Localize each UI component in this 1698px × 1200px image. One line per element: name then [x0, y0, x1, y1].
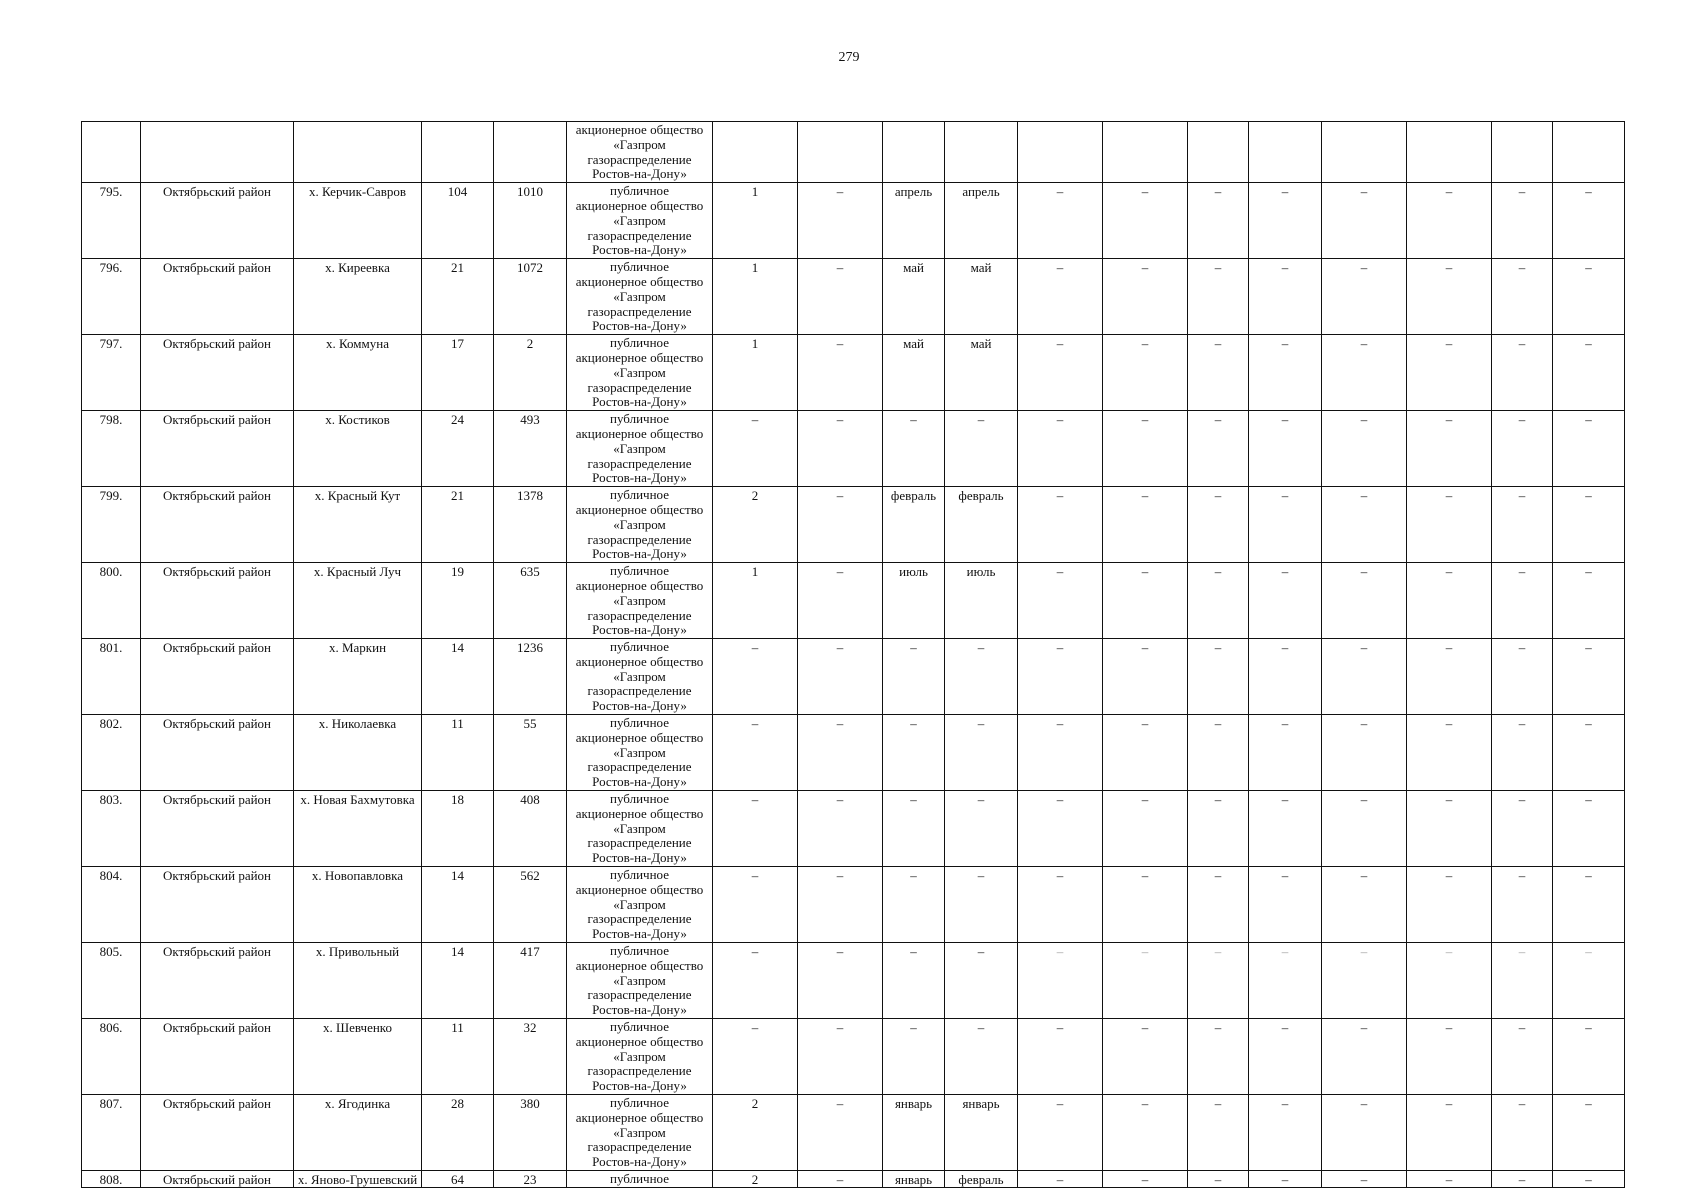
cell-count-b: 2 — [494, 335, 567, 411]
cell-month-end: – — [945, 639, 1018, 715]
cell-district: Октябрьский район — [141, 487, 294, 563]
cell-quantity: 1 — [713, 563, 798, 639]
cell-dash: – — [1322, 1170, 1407, 1187]
cell-count-b: 635 — [494, 563, 567, 639]
cell-dash: – — [1018, 1095, 1103, 1171]
table-row — [82, 791, 1625, 867]
cell-dash: – — [1188, 1095, 1249, 1171]
cell-count-a: 14 — [422, 867, 494, 943]
cell-dash: – — [1103, 1019, 1188, 1095]
cell-organization: публичное акционерное общество «Газпром газораспределение Ростов-на-Дону» — [567, 1095, 713, 1171]
cell-dash: – — [1103, 259, 1188, 335]
cell-dash: – — [1553, 867, 1625, 943]
cell-dash: – — [1407, 335, 1492, 411]
cell-month-start: – — [883, 867, 945, 943]
cell-number: 807. — [82, 1095, 141, 1171]
cell-settlement: х. Костиков — [294, 411, 422, 487]
cell-dash: – — [1249, 1019, 1322, 1095]
cell-dash: – — [1249, 867, 1322, 943]
cell-dash: – — [1407, 791, 1492, 867]
cell-dash: – — [798, 563, 883, 639]
cell-count-b: 380 — [494, 1095, 567, 1171]
cell-organization: публичное акционерное общество «Газпром газораспределение Ростов-на-Дону» — [567, 791, 713, 867]
cell-dash: – — [1322, 563, 1407, 639]
cell-district: Октябрьский район — [141, 715, 294, 791]
cell-dash: – — [1188, 715, 1249, 791]
cell-dash: – — [1553, 411, 1625, 487]
cell-district: Октябрьский район — [141, 639, 294, 715]
cell-settlement: х. Коммуна — [294, 335, 422, 411]
cell-count-b: 408 — [494, 791, 567, 867]
cell-month-end: – — [945, 1019, 1018, 1095]
cell-dash: – — [1018, 335, 1103, 411]
table-row — [82, 487, 1625, 563]
cell-month-end: февраль — [945, 1170, 1018, 1187]
cell-organization: публичное акционерное общество «Газпром газораспределение Ростов-на-Дону» — [567, 487, 713, 563]
cell-dash: – — [1188, 411, 1249, 487]
cell-dash: – — [1249, 335, 1322, 411]
cell-count-a: 11 — [422, 1019, 494, 1095]
cell-quantity: – — [713, 791, 798, 867]
cell-organization: публичное акционерное общество «Газпром газораспределение Ростов-на-Дону» — [567, 183, 713, 259]
cell-month-end: – — [945, 715, 1018, 791]
cell-settlement: х. Маркин — [294, 639, 422, 715]
cell-dash: – — [1492, 487, 1553, 563]
cell-dash: – — [1407, 867, 1492, 943]
cell-month-end: январь — [945, 1095, 1018, 1171]
table-row — [82, 715, 1625, 791]
cell-empty — [494, 122, 567, 183]
cell-settlement: х. Ягодинка — [294, 1095, 422, 1171]
cell-month-start: февраль — [883, 487, 945, 563]
cell-dash: – — [1407, 487, 1492, 563]
cell-dash: – — [1553, 563, 1625, 639]
cell-count-b: 23 — [494, 1170, 567, 1187]
cell-dash: – — [1103, 1170, 1188, 1187]
cell-settlement: х. Шевченко — [294, 1019, 422, 1095]
cell-dash: – — [1103, 411, 1188, 487]
cell-organization: публичное — [567, 1170, 713, 1187]
cell-dash: – — [1188, 183, 1249, 259]
cell-dash: – — [1322, 487, 1407, 563]
cell-organization: публичное акционерное общество «Газпром газораспределение Ростов-на-Дону» — [567, 639, 713, 715]
cell-count-b: 1072 — [494, 259, 567, 335]
cell-organization: публичное акционерное общество «Газпром газораспределение Ростов-на-Дону» — [567, 335, 713, 411]
cell-quantity: 2 — [713, 1170, 798, 1187]
cell-settlement: х. Новопавловка — [294, 867, 422, 943]
cell-dash: – — [1407, 1019, 1492, 1095]
cell-month-start: – — [883, 411, 945, 487]
cell-dash: – — [1322, 791, 1407, 867]
cell-count-a: 24 — [422, 411, 494, 487]
cell-dash: – — [1492, 791, 1553, 867]
cell-district: Октябрьский район — [141, 183, 294, 259]
cell-dash: – — [1553, 335, 1625, 411]
cell-count-a: 17 — [422, 335, 494, 411]
cell-empty — [1018, 122, 1103, 183]
cell-count-a: 21 — [422, 487, 494, 563]
cell-dash: – — [1188, 1019, 1249, 1095]
cell-dash: – — [1322, 867, 1407, 943]
cell-empty — [1188, 122, 1249, 183]
cell-dash: – — [1018, 943, 1103, 1019]
page-number: 279 — [838, 50, 860, 65]
cell-district: Октябрьский район — [141, 259, 294, 335]
cell-settlement: х. Яново-Грушевский — [294, 1170, 422, 1187]
cell-settlement: х. Красный Луч — [294, 563, 422, 639]
cell-dash: – — [1322, 715, 1407, 791]
cell-empty — [883, 122, 945, 183]
cell-organization: публичное акционерное общество «Газпром газораспределение Ростов-на-Дону» — [567, 411, 713, 487]
cell-quantity: 1 — [713, 183, 798, 259]
cell-organization: акционерное общество «Газпром газораспределение Ростов-на-Дону» — [567, 122, 713, 183]
cell-empty — [1322, 122, 1407, 183]
cell-dash: – — [1188, 335, 1249, 411]
cell-number: 803. — [82, 791, 141, 867]
cell-month-end: – — [945, 943, 1018, 1019]
cell-organization: публичное акционерное общество «Газпром газораспределение Ростов-на-Дону» — [567, 563, 713, 639]
cell-dash: – — [1492, 563, 1553, 639]
cell-number: 802. — [82, 715, 141, 791]
cell-settlement: х. Керчик-Савров — [294, 183, 422, 259]
cell-number: 797. — [82, 335, 141, 411]
cell-organization: публичное акционерное общество «Газпром газораспределение Ростов-на-Дону» — [567, 1019, 713, 1095]
cell-empty — [1249, 122, 1322, 183]
cell-dash: – — [1103, 335, 1188, 411]
cell-empty — [1407, 122, 1492, 183]
cell-count-b: 1236 — [494, 639, 567, 715]
cell-district: Октябрьский район — [141, 867, 294, 943]
cell-number: 795. — [82, 183, 141, 259]
cell-dash: – — [1492, 867, 1553, 943]
cell-dash: – — [798, 183, 883, 259]
cell-dash: – — [1322, 335, 1407, 411]
cell-number: 796. — [82, 259, 141, 335]
cell-dash: – — [798, 943, 883, 1019]
cell-dash: – — [1018, 715, 1103, 791]
table-row — [82, 1095, 1625, 1171]
table-row — [82, 259, 1625, 335]
cell-empty — [798, 122, 883, 183]
cell-quantity: – — [713, 639, 798, 715]
cell-organization: публичное акционерное общество «Газпром газораспределение Ростов-на-Дону» — [567, 867, 713, 943]
cell-dash: – — [1492, 1095, 1553, 1171]
cell-dash: – — [1103, 867, 1188, 943]
cell-dash: – — [1018, 487, 1103, 563]
cell-dash: – — [1553, 1095, 1625, 1171]
cell-dash: – — [1018, 867, 1103, 943]
cell-number: 800. — [82, 563, 141, 639]
cell-dash: – — [1553, 1019, 1625, 1095]
cell-dash: – — [1322, 639, 1407, 715]
cell-dash: – — [1103, 487, 1188, 563]
cell-dash: – — [1322, 183, 1407, 259]
cell-dash: – — [1103, 639, 1188, 715]
table-row — [82, 639, 1625, 715]
cell-count-a: 11 — [422, 715, 494, 791]
table-row — [82, 1019, 1625, 1095]
cell-dash: – — [1553, 791, 1625, 867]
cell-dash: – — [1492, 335, 1553, 411]
cell-dash: – — [1249, 183, 1322, 259]
cell-quantity: – — [713, 411, 798, 487]
cell-dash: – — [1249, 563, 1322, 639]
cell-number: 805. — [82, 943, 141, 1019]
cell-month-end: май — [945, 335, 1018, 411]
cell-dash: – — [1322, 1019, 1407, 1095]
cell-quantity: 2 — [713, 487, 798, 563]
cell-count-a: 64 — [422, 1170, 494, 1187]
cell-dash: – — [1188, 639, 1249, 715]
cell-dash: – — [1103, 791, 1188, 867]
cell-month-start: – — [883, 791, 945, 867]
cell-quantity: – — [713, 1019, 798, 1095]
cell-dash: – — [798, 791, 883, 867]
cell-dash: – — [1249, 487, 1322, 563]
cell-organization: публичное акционерное общество «Газпром газораспределение Ростов-на-Дону» — [567, 259, 713, 335]
cell-dash: – — [1407, 411, 1492, 487]
cell-quantity: – — [713, 867, 798, 943]
cell-dash: – — [1322, 259, 1407, 335]
cell-count-b: 417 — [494, 943, 567, 1019]
cell-count-b: 493 — [494, 411, 567, 487]
cell-district: Октябрьский район — [141, 1019, 294, 1095]
cell-dash: – — [1407, 1170, 1492, 1187]
cell-dash: – — [1322, 411, 1407, 487]
table-row — [82, 563, 1625, 639]
cell-count-b: 1010 — [494, 183, 567, 259]
cell-dash: – — [1103, 563, 1188, 639]
cell-dash: – — [1018, 1019, 1103, 1095]
cell-settlement: х. Красный Кут — [294, 487, 422, 563]
table-row — [82, 867, 1625, 943]
cell-month-start: апрель — [883, 183, 945, 259]
table-row — [82, 1170, 1625, 1187]
cell-dash: – — [1018, 1170, 1103, 1187]
cell-dash: – — [1553, 259, 1625, 335]
table-body — [82, 122, 1625, 1188]
cell-dash: – — [798, 487, 883, 563]
cell-settlement: х. Привольный — [294, 943, 422, 1019]
cell-dash: – — [1407, 563, 1492, 639]
table-row — [82, 335, 1625, 411]
cell-dash: – — [1188, 563, 1249, 639]
cell-dash: – — [1553, 183, 1625, 259]
cell-month-start: – — [883, 943, 945, 1019]
table-row — [82, 943, 1625, 1019]
cell-dash: – — [1492, 259, 1553, 335]
cell-number: 804. — [82, 867, 141, 943]
cell-month-end: – — [945, 411, 1018, 487]
cell-dash: – — [1407, 639, 1492, 715]
cell-dash: – — [1553, 1170, 1625, 1187]
cell-empty — [1553, 122, 1625, 183]
cell-dash: – — [1492, 1019, 1553, 1095]
cell-month-start: май — [883, 259, 945, 335]
cell-dash: – — [1103, 943, 1188, 1019]
cell-dash: – — [798, 867, 883, 943]
cell-dash: – — [1553, 487, 1625, 563]
cell-dash: – — [1407, 1095, 1492, 1171]
cell-month-end: февраль — [945, 487, 1018, 563]
cell-dash: – — [1103, 715, 1188, 791]
cell-dash: – — [1188, 1170, 1249, 1187]
cell-count-a: 14 — [422, 639, 494, 715]
cell-number: 808. — [82, 1170, 141, 1187]
cell-dash: – — [798, 259, 883, 335]
cell-count-b: 55 — [494, 715, 567, 791]
cell-month-start: – — [883, 639, 945, 715]
cell-dash: – — [1249, 259, 1322, 335]
cell-quantity: 2 — [713, 1095, 798, 1171]
cell-month-end: – — [945, 791, 1018, 867]
cell-quantity: 1 — [713, 335, 798, 411]
cell-organization: публичное акционерное общество «Газпром газораспределение Ростов-на-Дону» — [567, 943, 713, 1019]
cell-dash: – — [1018, 639, 1103, 715]
cell-quantity: – — [713, 715, 798, 791]
cell-dash: – — [798, 1095, 883, 1171]
cell-dash: – — [1492, 1170, 1553, 1187]
cell-number: 798. — [82, 411, 141, 487]
cell-count-a: 21 — [422, 259, 494, 335]
cell-district: Октябрьский район — [141, 563, 294, 639]
cell-district: Октябрьский район — [141, 1170, 294, 1187]
cell-month-start: – — [883, 1019, 945, 1095]
cell-count-a: 18 — [422, 791, 494, 867]
cell-settlement: х. Киреевка — [294, 259, 422, 335]
table-row — [82, 411, 1625, 487]
cell-dash: – — [1249, 791, 1322, 867]
cell-empty — [713, 122, 798, 183]
cell-month-end: июль — [945, 563, 1018, 639]
cell-month-start: июль — [883, 563, 945, 639]
cell-dash: – — [798, 715, 883, 791]
cell-dash: – — [1553, 943, 1625, 1019]
cell-number: 799. — [82, 487, 141, 563]
cell-dash: – — [1492, 183, 1553, 259]
cell-dash: – — [1249, 1095, 1322, 1171]
cell-dash: – — [1249, 411, 1322, 487]
cell-number: 806. — [82, 1019, 141, 1095]
cell-dash: – — [1492, 943, 1553, 1019]
cell-dash: – — [798, 1019, 883, 1095]
table-row-continued — [82, 122, 1625, 183]
cell-dash: – — [1553, 639, 1625, 715]
cell-dash: – — [1188, 487, 1249, 563]
cell-month-start: май — [883, 335, 945, 411]
cell-dash: – — [1249, 639, 1322, 715]
cell-dash: – — [1188, 943, 1249, 1019]
cell-district: Октябрьский район — [141, 943, 294, 1019]
cell-dash: – — [1188, 791, 1249, 867]
cell-dash: – — [1492, 639, 1553, 715]
cell-quantity: 1 — [713, 259, 798, 335]
cell-empty — [422, 122, 494, 183]
cell-count-a: 104 — [422, 183, 494, 259]
cell-month-start: – — [883, 715, 945, 791]
cell-settlement: х. Николаевка — [294, 715, 422, 791]
cell-count-b: 562 — [494, 867, 567, 943]
cell-dash: – — [1407, 183, 1492, 259]
table-row — [82, 183, 1625, 259]
cell-dash: – — [1492, 411, 1553, 487]
cell-month-end: апрель — [945, 183, 1018, 259]
cell-district: Октябрьский район — [141, 791, 294, 867]
cell-empty — [1103, 122, 1188, 183]
cell-empty — [294, 122, 422, 183]
cell-count-b: 32 — [494, 1019, 567, 1095]
cell-month-end: май — [945, 259, 1018, 335]
cell-dash: – — [1322, 943, 1407, 1019]
cell-dash: – — [1018, 183, 1103, 259]
cell-dash: – — [798, 335, 883, 411]
cell-dash: – — [798, 1170, 883, 1187]
cell-empty — [1492, 122, 1553, 183]
cell-empty — [141, 122, 294, 183]
cell-empty — [945, 122, 1018, 183]
cell-month-start: январь — [883, 1170, 945, 1187]
cell-district: Октябрьский район — [141, 411, 294, 487]
cell-dash: – — [798, 639, 883, 715]
cell-district: Октябрьский район — [141, 335, 294, 411]
cell-dash: – — [1407, 259, 1492, 335]
cell-count-a: 19 — [422, 563, 494, 639]
schedule-table — [81, 121, 1625, 1188]
cell-dash: – — [1103, 183, 1188, 259]
cell-count-a: 14 — [422, 943, 494, 1019]
cell-count-b: 1378 — [494, 487, 567, 563]
cell-organization: публичное акционерное общество «Газпром газораспределение Ростов-на-Дону» — [567, 715, 713, 791]
cell-dash: – — [1407, 715, 1492, 791]
cell-empty — [82, 122, 141, 183]
cell-dash: – — [1018, 791, 1103, 867]
cell-district: Октябрьский район — [141, 1095, 294, 1171]
cell-dash: – — [1249, 943, 1322, 1019]
cell-dash: – — [1103, 1095, 1188, 1171]
cell-settlement: х. Новая Бахмутовка — [294, 791, 422, 867]
cell-number: 801. — [82, 639, 141, 715]
cell-count-a: 28 — [422, 1095, 494, 1171]
cell-dash: – — [1492, 715, 1553, 791]
cell-dash: – — [1188, 867, 1249, 943]
cell-dash: – — [1188, 259, 1249, 335]
cell-quantity: – — [713, 943, 798, 1019]
cell-dash: – — [1249, 1170, 1322, 1187]
cell-dash: – — [1249, 715, 1322, 791]
cell-month-start: январь — [883, 1095, 945, 1171]
cell-dash: – — [1407, 943, 1492, 1019]
cell-dash: – — [1322, 1095, 1407, 1171]
cell-dash: – — [1018, 563, 1103, 639]
cell-dash: – — [1018, 259, 1103, 335]
cell-month-end: – — [945, 867, 1018, 943]
cell-dash: – — [1018, 411, 1103, 487]
cell-dash: – — [798, 411, 883, 487]
cell-dash: – — [1553, 715, 1625, 791]
